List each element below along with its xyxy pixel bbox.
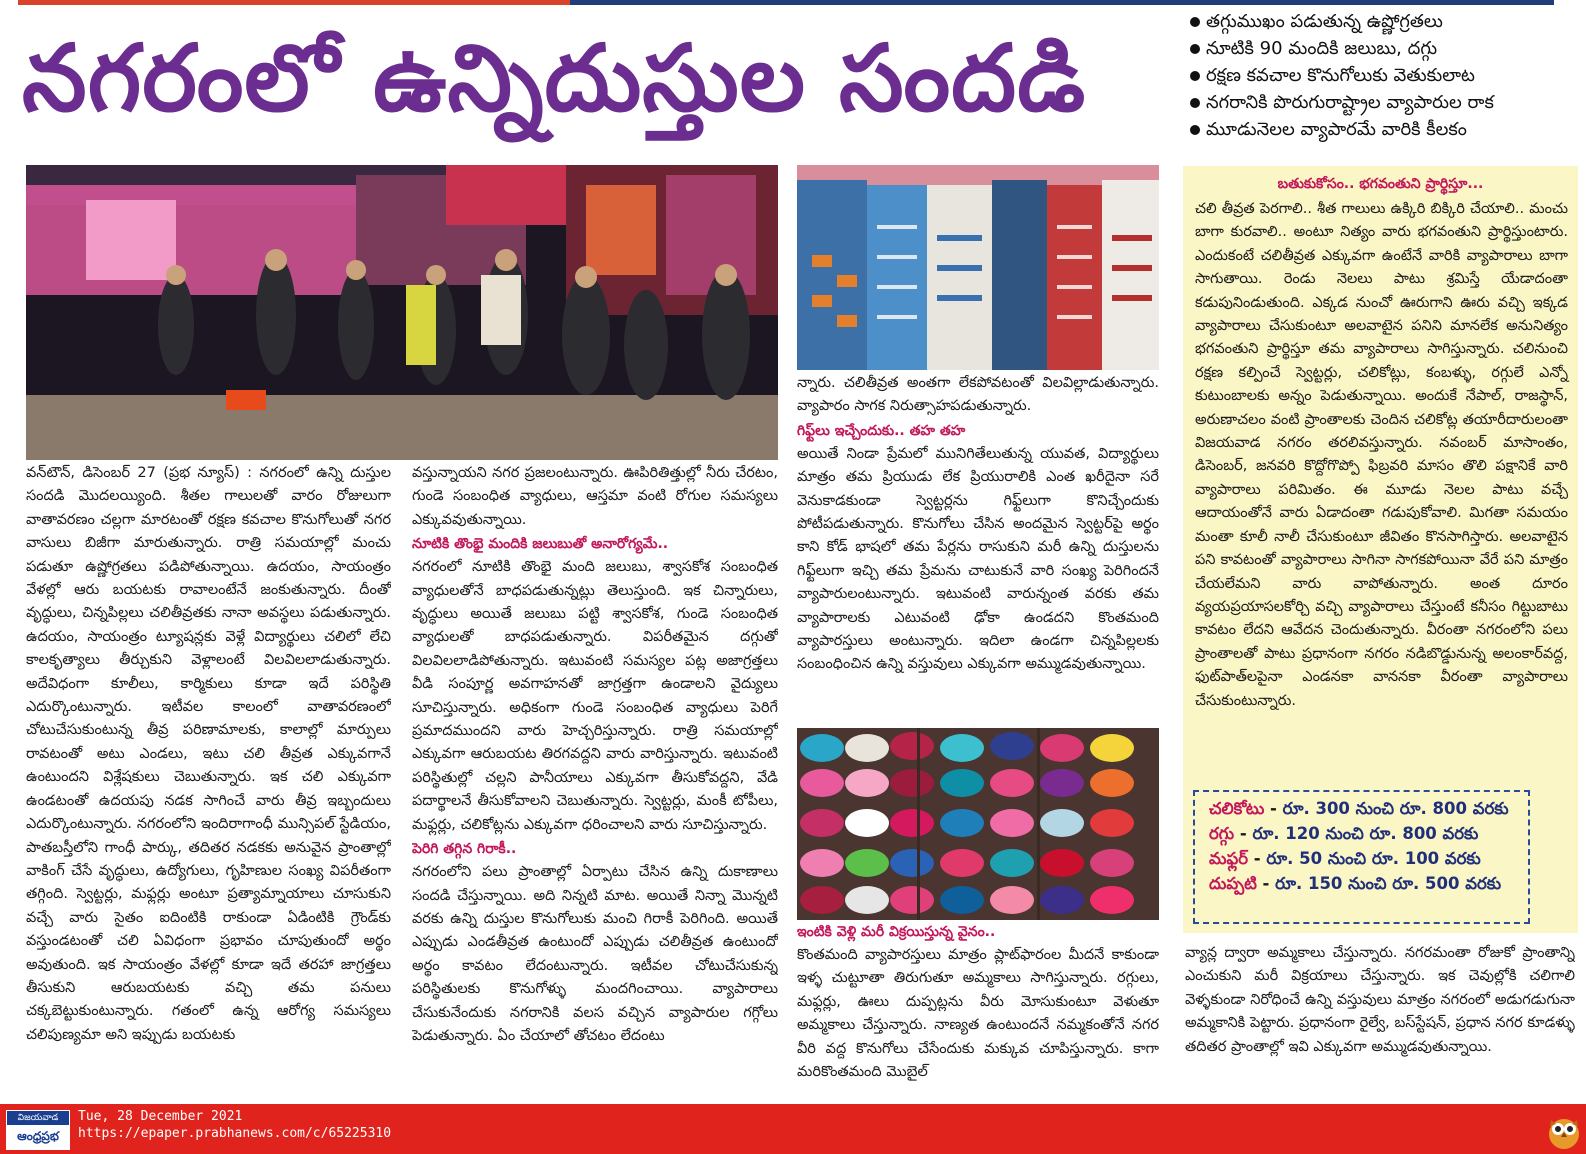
price-range: రూ. 300 నుంచి రూ. 800 వరకు [1282, 799, 1509, 818]
bullet-icon [1190, 44, 1200, 54]
headline: నగరంలో ఉన్నిదుస్తుల సందడి [22, 25, 1087, 132]
highlight-item [1190, 35, 1580, 62]
highlight-text: తగ్గుముఖం పడుతున్న ఉష్ణోగ్రతలు [1206, 11, 1443, 32]
highlight-item [1190, 116, 1580, 143]
price-row: మఫ్లర్ - రూ. 50 నుంచి రూ. 100 వరకు [1209, 849, 1481, 868]
article-column-3 [797, 372, 1159, 717]
article-paragraph: న్నారు. చలితీవ్రత అంతగా లేకపోవటంతో విలవిల్లాడుతున్నారు. వ్యాపారం సాగక నిరుత్సాహపడుతున్నారు. [797, 375, 1159, 415]
price-row: దుప్పటి - రూ. 150 నుంచి రూ. 500 వరకు [1209, 874, 1502, 893]
highlights-list [1190, 8, 1580, 143]
photo-wool-yarn [797, 728, 1159, 920]
subheading: గిఫ్ట్‌లు ఇచ్చేందుకు.. తహ తహ [797, 422, 966, 439]
top-rule-red [18, 0, 570, 5]
article-column-1 [26, 462, 391, 1102]
bullet-icon [1190, 125, 1200, 135]
bullet-icon [1190, 98, 1200, 108]
article-paragraph: వ్యాన్ల ద్వారా అమ్మకాలు చేస్తున్నారు. నగరమంతా రోజుకో ప్రాంతాన్ని ఎంచుకుని మరీ విక్రయాలు చేస్తున్నారు. ఇక చెవుల్లోకి చలిగాలి వెళ్ళకుండా నిరోధించే ఉన్ని వస్తువులు మాత్రం నగరంలో అడుగడుగునా అమ్మకానికి పెట్టారు. ప్రధానంగా రైల్వే, బస్‌స్టేషన్, ప్రధాన నగర కూడళ్ళు తదితర ప్రాంతాల్లో ఇవి ఎక్కువగా అమ్ముడవుతున్నాయి. [1185, 945, 1575, 1055]
article-paragraph: నగరంలో నూటికి తొంభై మంది జలుబు, శ్వాసకోశ సంబంధిత వ్యాధులతోనే బాధపడుతున్నట్లు తెలుస్తుంది. ఇక చిన్నారులు, వృద్ధులు అయితే జలుబు పట్టి శ్వాసకోశ, గుండె సంబంధిత వ్యాధులతో బాధపడుతున్నారు. విపరీతమైన దగ్గుతో విలవిలలాడిపోతున్నారు. ఇటువంటి సమస్యల పట్ల అజాగ్రత్తలు వీడి సంపూర్ణ అవగాహనతో జాగ్రత్తగా ఉండాలని వైద్యులు సూచిస్తున్నారు. అధికంగా గుండె సంబంధిత వ్యాధులు పెరిగే ప్రమాదముందని వారు హెచ్చరిస్తున్నారు. రాత్రి సమయాల్లో ఎక్కువగా ఆరుబయట తిరగవద్దని వారు వారిస్తున్నారు. ఇటువంటి పరిస్థితుల్లో చల్లని పానీయాలు ఎక్కువగా తీసుకోవద్దని, వేడి పదార్థాలనే తీసుకోవాలని చెబుతున్నారు. స్వెట్టర్లు, మంకీ టోపీలు, మఫ్లర్లు, చలికోట్లను ఎక్కువగా ధరించాలని వారు సూచిస్తున్నారు. [412, 559, 778, 833]
subheading: నూటికి తొంభై మందికి జలుబుతో అనారోగ్యమే.. [412, 536, 669, 553]
price-range: రూ. 150 నుంచి రూ. 500 వరకు [1275, 874, 1502, 893]
sidebar-box [1183, 166, 1578, 933]
highlight-text: మూడునెలల వ్యాపారమే వారికి కీలకం [1206, 119, 1467, 140]
footer-url[interactable]: https://epaper.prabhanews.com/c/65225310 [78, 1126, 392, 1141]
footer-bar [0, 1104, 1586, 1154]
bullet-icon [1190, 17, 1200, 27]
highlight-text: నూటికి 90 మందికి జలుబు, దగ్గు [1206, 38, 1438, 59]
price-item: చలికోటు [1209, 799, 1265, 818]
article-paragraph: కొంతమంది వ్యాపారస్తులు మాత్రం ప్లాట్‌ఫారంల మీదనే కాకుండా ఇళ్ళ చుట్టూతా తిరుగుతూ అమ్మకాలు సాగిస్తున్నారు. రగ్గులు, మఫ్లర్లు, ఊలు దుప్పట్లను వీరు మోసుకుంటూ వెళుతూ అమ్మకాలు చేస్తున్నారు. నాణ్యత ఉంటుందనే నమ్మకంతోనే నగర వీరి వద్ద కొనుగోలు చేసేందుకు మక్కువ చూపిస్తున్నారు. కాగా మరికొంతమంది మొబైల్ [797, 947, 1159, 1081]
price-range: రూ. 50 నుంచి రూ. 100 వరకు [1266, 849, 1481, 868]
article-column-2 [412, 462, 778, 1102]
highlight-item [1190, 89, 1580, 116]
photo-market-crowd [26, 165, 778, 460]
photo-caption: ఇంటికి వెళ్లి మరీ విక్రయిస్తున్న వైనం.. [797, 924, 996, 940]
bullet-icon [1190, 71, 1200, 81]
highlight-text: రక్షణ కవచాల కొనుగోలుకు వెతుకులాట [1206, 65, 1475, 86]
highlight-item [1190, 8, 1580, 35]
article-paragraph: నగరంలోని పలు ప్రాంతాల్లో ఏర్పాటు చేసిన ఉన్ని దుకాణాలు సందడి చేస్తున్నాయి. అది నిన్నటి మాట. అయితే నిన్నా మొన్నటి వరకు ఉన్ని దుస్తుల కొనుగోలుకు మంచి గిరాకీ పెరిగింది. అయితే ఎప్పుడు ఎండతీవ్రత ఉంటుందో ఎప్పుడు చలితీవ్రత ఉంటుందో అర్థం కావటం లేదంటున్నారు. ఇటీవల చోటుచేసుకున్న పరిస్థితులకు కొనుగోళ్ళు మందగించాయి. వ్యాపారాలు చేసుకునేందుకు నగరానికి వలస వచ్చిన వ్యాపారుల గగ్గోలు పెడుతున్నారు. ఏం చేయాలో తోచటం లేదంటు [412, 864, 778, 1044]
highlight-item [1190, 62, 1580, 89]
article-paragraph: అయితే నిండా ప్రేమలో మునిగితేలుతున్న యువత, విద్యార్థులు మాత్రం తమ ప్రియుడు లేక ప్రియురాలికి ఎంత ఖరీదైనా సరే వెనుకాడకుండా స్వెట్టర్లను గిఫ్ట్‌లుగా కొనిచ్చేందుకు పోటీపడుతున్నారు. కొనుగోలు చేసిన అందమైన స్వెట్టర్‌పై అర్థం కాని కోడ్ భాషలో తమ పేర్లను రాసుకుని మరీ ఉన్ని దుస్తులను గిఫ్ట్‌లుగా ఇచ్చి తమ ప్రేమను చాటుకునే వారి సంఖ్య పెరిగిందనే వ్యాపారులంటున్నారు. ఇటువంటి వారున్నంత వరకు తమ వ్యాపారాలకు ఎటువంటి ఢోకా ఉండదని కొంతమంది వ్యాపారస్తులు అంటున్నారు. ఇదిలా ఉండగా చిన్నపిల్లలకు సంబంధించిన ఉన్ని వస్తువులు ఎక్కువగా అమ్ముడవుతున్నాయి. [797, 445, 1159, 673]
article-paragraph: వన్‌టౌన్, డిసెంబర్ 27 (ప్రభ న్యూస్) : నగరంలో ఉన్ని దుస్తుల సందడి మొదలయ్యింది. శీతల గాలులతో వారం రోజులుగా వాతావరణం చల్లగా మారటంతో రక్షణ కవచాల కొనుగోలుతో నగర వాసులు బిజీగా మారుతున్నారు. రాత్రి సమయాల్లో మంచు పడుతూ ఉష్ణోగ్రతలు పడిపోతున్నాయి. ఉదయం, సాయంత్రం వేళల్లో ఆరు బయటకు రావాలంటేనే జంకుతున్నారు. దీంతో వృద్ధులు, చిన్నపిల్లలు చలితీవ్రతకు నానా అవస్థలు పడుతున్నారు. ఉదయం, సాయంత్రం ట్యూషన్లకు వెళ్లే విద్యార్థులు చలిలో లేచి కాలకృత్యాలు తీర్చుకుని వెళ్లాలంటే విలవిలలాడుతున్నారు. అదేవిధంగా కూలీలు, కార్మికులు కూడా ఇదే పరిస్థితి ఎదుర్కొంటున్నారు. ఇటీవల కాలంలో వాతావరణంలో చోటుచేసుకుంటున్న తీవ్ర పరిణామాలకు, కాలాల్లో మార్పులు రావటంతో అటు ఎండలు, ఇటు చలి తీవ్రత ఎక్కువగానే ఉంటుందని విశ్లేషకులు చెబుతున్నారు. ఇక చలి ఎక్కువగా ఉండటంతో ఉదయపు నడక సాగించే వారు తీవ్ర ఇబ్బందులు ఎదుర్కొంటున్నారు. నగరంలోని ఇందిరాగాంధీ మున్సిపల్ స్టేడియం, పాతబస్తీలోని గాంధీ పార్కు, తదితర నడకకు అనువైన ప్రాంతాల్లో వాకింగ్ చేసే వృద్ధులు, ఉద్యోగులు, గృహిణుల సంఖ్య విపరీతంగా తగ్గింది. స్వెట్టర్లు, మఫ్లర్లు అంటూ ప్రత్యామ్నాయాలు చూసుకుని వచ్చే వారు సైతం ఐదింటికి రాకుండా ఏడింటికి గ్రౌండ్‌కు వస్తుండటంతో చలి ఏవిధంగా ప్రభావం చూపుతుందో అర్థం అవుతుంది. ఇక సాయంత్రం వేళల్లో కూడా ఇదే తరహా జాగ్రత్తలు తీసుకుని ఆరుబయటకు వచ్చి తమ పనులు చక్కబెట్టుకుంటున్నారు. గతంలో ఉన్న ఆరోగ్య సమస్యలు చలిపుణ్యమా అని ఇప్పుడు బయటకు [26, 465, 391, 1043]
logo-city: విజయవాడ [7, 1111, 69, 1125]
highlight-text: నగరానికి పొరుగురాష్ట్రాల వ్యాపారుల రాక [1206, 92, 1494, 113]
price-item: దుప్పటి [1209, 874, 1257, 893]
price-item: రగ్గు [1209, 824, 1235, 843]
logo-title: ఆంధ్రప్రభ [17, 1129, 59, 1143]
subheading: పెరిగి తగ్గిన గిరాకీ.. [412, 841, 517, 858]
photo-sweaters [797, 165, 1159, 370]
footer-date: Tue, 28 December 2021 [78, 1109, 243, 1124]
article-paragraph: వస్తున్నాయని నగర ప్రజలంటున్నారు. ఊపిరితిత్తుల్లో నీరు చేరటం, గుండె సంబంధిత వ్యాధులు, ఆస్తమా వంటి రోగుల సమస్యలు ఎక్కువవుతున్నాయి. [412, 465, 778, 528]
owl-icon [1546, 1112, 1582, 1150]
price-item: మఫ్లర్ [1209, 849, 1248, 868]
sidebar-title: బతుకుకోసం.. భగవంతుని ప్రార్థిస్తూ... [1277, 176, 1484, 192]
article-column-4 [1185, 942, 1575, 1102]
price-row: చలికోటు - రూ. 300 నుంచి రూ. 800 వరకు [1209, 799, 1509, 818]
price-row: రగ్గు - రూ. 120 నుంచి రూ. 800 వరకు [1209, 824, 1479, 843]
sidebar-body: చలి తీవ్రత పెరగాలి.. శీత గాలులు ఉక్కిరి బిక్కిరి చేయాలి.. మంచు బాగా కురవాలి.. అంటూ నిత్యం వారు భగవంతుని ప్రార్థిస్తుంటారు. ఎందుకంటే చలితీవ్రత ఎక్కువగా ఉంటేనే వారికి వ్యాపారాలు బాగా సాగుతాయి. రెండు నెలలు పాటు శ్రమిస్తే యేడాదంతా కడుపునిండుతుంది. ఎక్కడ నుంచో ఊరుగాని ఊరు వచ్చి ఇక్కడ వ్యాపారాలు చేసుకుంటూ అలవాటైన పనిని మానలేక అనునిత్యం భగవంతుని ప్రార్థిస్తూ తమ వ్యాపారాలు సాగిస్తున్నారు. చలినుంచి రక్షణ కల్పించే స్వెట్టర్లు, చలికోట్లు, కంబళ్ళు, రగ్గులే ఎన్నో కుటుంబాలకు అన్నం పెడుతున్నాయి. అందుకే నేపాల్, రాజస్థాన్, అరుణాచలం వంటి ప్రాంతాలకు చెందిన చలికోట్ల తయారీదారులంతా విజయవాడ నగరం తరలివస్తున్నారు. నవంబర్ మాసాంతం, డిసెంబర్, జనవరి కొద్దోగొప్పో ఫిబ్రవరి మాసం తొలి పక్షానికే వారి వ్యాపారాలు పరిమితం. ఈ మూడు నెలల పాటు వచ్చే ఆదాయంతోనే వారు ఏడాదంతా గడుపుకోవాలి. మిగతా సమయం మంతా కూలీ నాలీ చేసుకుంటూ జీవితం కొనసాగిస్తారు. అలవాటైన పని కావటంతో వ్యాపారాలు సాగినా సాగకపోయినా వేరే పని మాత్రం చేయలేమని వారు వాపోతున్నారు. అంత దూరం వ్యయప్రయాసలకోర్చి వచ్చి వ్యాపారాలు చేస్తుంటే కనీసం గిట్టుబాటు కావటం లేదని ఆవేదన చెందుతున్నారు. వీరంతా నగరంలోని పలు ప్రాంతాలతో పాటు ప్రధానంగా నగరం నడిబొడ్డునున్న అలంకార్‌వద్ద, ఫుట్‌పాత్‌లపైనా ఎండనకా వాననకా వీరంతా వ్యాపారాలు చేసుకుంటున్నారు. [1195, 201, 1568, 709]
article-column-3-continued [797, 920, 1159, 1102]
price-box [1193, 790, 1530, 924]
newspaper-logo[interactable] [6, 1110, 70, 1150]
price-range: రూ. 120 నుంచి రూ. 800 వరకు [1252, 824, 1479, 843]
top-rule-blue [570, 0, 1554, 5]
